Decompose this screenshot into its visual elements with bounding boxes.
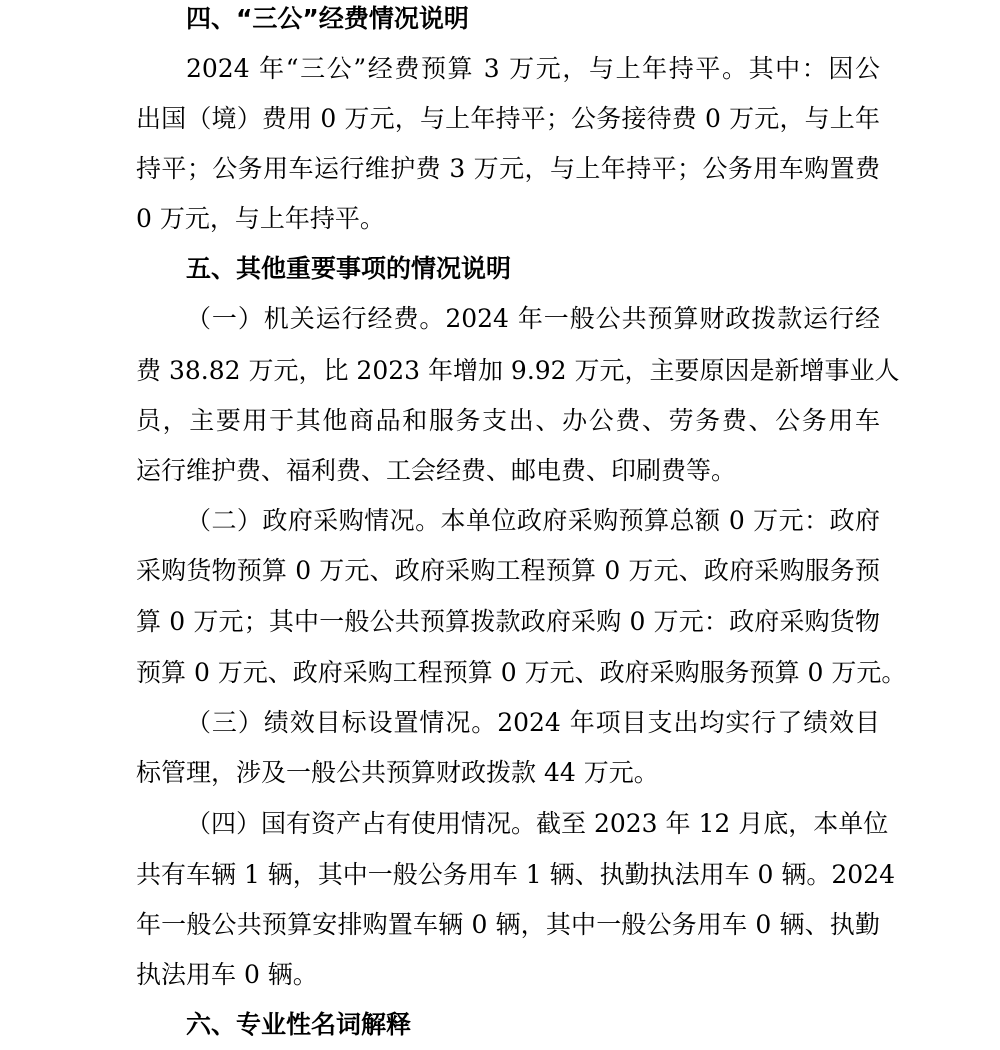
paragraph-line: 标管理，涉及一般公共预算财政拨款 44 万元。 — [136, 758, 659, 787]
paragraph-line: 运行维护费、福利费、工会经费、邮电费、印刷费等。 — [136, 456, 737, 485]
paragraph-line: 费 38.82 万元，比 2023 年增加 9.92 万元，主要原因是新增事业人 — [136, 356, 900, 385]
paragraph-line: 预算 0 万元、政府采购工程预算 0 万元、政府采购服务预算 0 万元。 — [136, 658, 907, 687]
paragraph-line: 采购货物预算 0 万元、政府采购工程预算 0 万元、政府采购服务预 — [136, 556, 880, 585]
paragraph-line: 共有车辆 1 辆，其中一般公务用车 1 辆、执勤执法用车 0 辆。2024 — [136, 860, 896, 889]
paragraph-line: 年一般公共预算安排购置车辆 0 辆，其中一般公务用车 0 辆、执勤 — [136, 910, 880, 939]
paragraph-line: 持平；公务用车运行维护费 3 万元，与上年持平；公务用车购置费 — [136, 154, 880, 183]
paragraph-line: 0 万元，与上年持平。 — [136, 204, 385, 233]
paragraph-line: （一）机关运行经费。2024 年一般公共预算财政拨款运行经 — [186, 304, 880, 333]
section-heading-other-matters: 五、其他重要事项的情况说明 — [186, 254, 512, 283]
paragraph-line: 2024 年“三公”经费预算 3 万元，与上年持平。其中：因公 — [186, 54, 880, 83]
paragraph-line: 出国（境）费用 0 万元，与上年持平；公务接待费 0 万元，与上年 — [136, 104, 880, 133]
paragraph-line: （四）国有资产占有使用情况。截至 2023 年 12 月底，本单位 — [186, 809, 889, 838]
paragraph-line: （二）政府采购情况。本单位政府采购预算总额 0 万元：政府 — [186, 506, 880, 535]
paragraph-line: 执法用车 0 辆。 — [136, 960, 318, 989]
paragraph-line: （三）绩效目标设置情况。2024 年项目支出均实行了绩效目 — [186, 708, 880, 737]
section-heading-sangong: 四、“三公”经费情况说明 — [186, 4, 469, 33]
paragraph-line: 算 0 万元；其中一般公共预算拨款政府采购 0 万元：政府采购货物 — [136, 607, 880, 636]
section-heading-glossary: 六、专业性名词解释 — [186, 1010, 412, 1039]
paragraph-line: 员，主要用于其他商品和服务支出、办公费、劳务费、公务用车 — [136, 406, 880, 435]
